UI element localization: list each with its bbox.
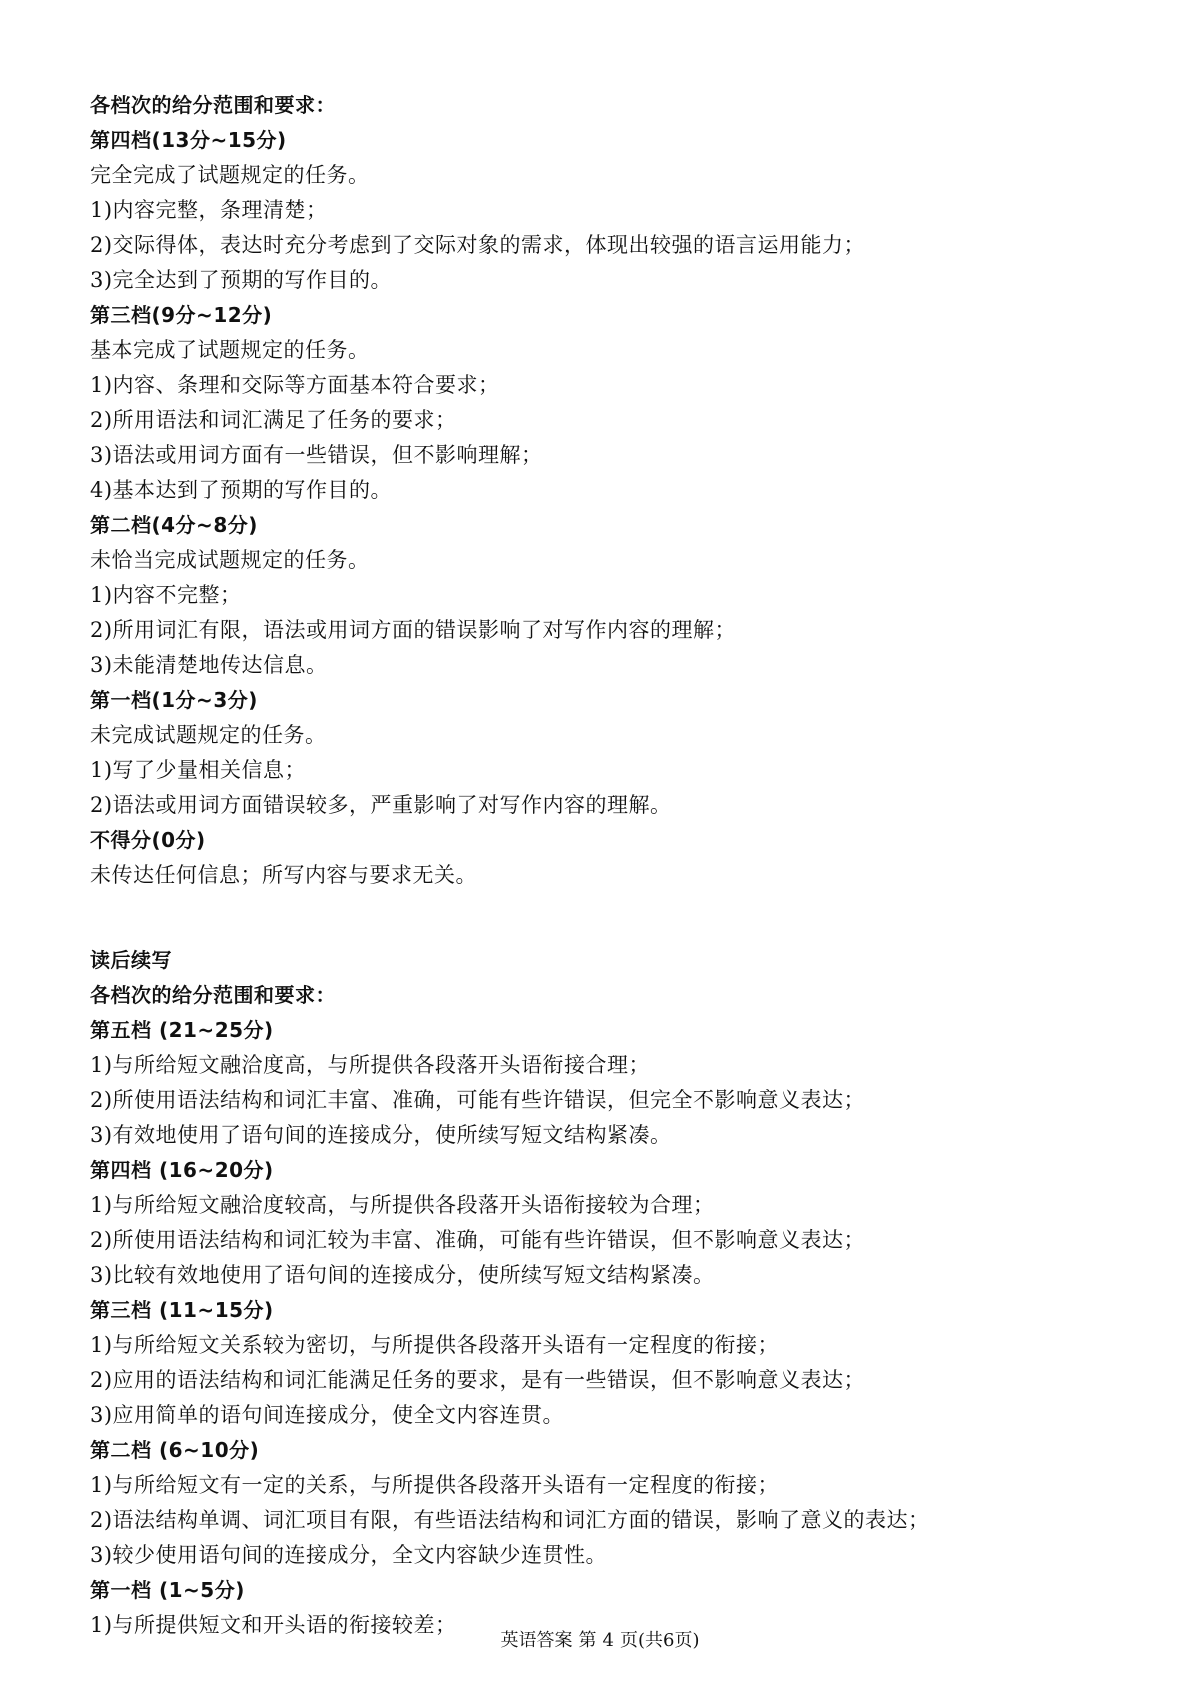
criteria-line: 3)有效地使用了语句间的连接成分，使所续写短文结构紧凑。: [90, 1123, 672, 1147]
criteria-line: 1)写了少量相关信息；: [90, 758, 307, 782]
criteria-line: 基本完成了试题规定的任务。: [90, 338, 370, 362]
criteria-line: 2)所使用语法结构和词汇较为丰富、准确，可能有些许错误，但不影响意义表达；: [90, 1228, 866, 1252]
criteria-line: 1)与所提供短文和开头语的衔接较差；: [90, 1613, 457, 1637]
level-heading: 第一档 (1~5分): [90, 1578, 245, 1602]
criteria-line: 未传达任何信息；所写内容与要求无关。: [90, 863, 477, 887]
level-heading: 第二档(4分~8分): [90, 513, 258, 537]
level-heading: 第四档 (16~20分): [90, 1158, 274, 1182]
level-block: [90, 298, 1120, 508]
section-gap: [90, 893, 1120, 943]
criteria-line: 1)内容不完整；: [90, 583, 242, 607]
footer-page-prefix: 第: [578, 1630, 597, 1651]
criteria-line: 3)语法或用词方面有一些错误，但不影响理解；: [90, 443, 543, 467]
section-subtitle: 各档次的给分范围和要求：: [90, 983, 336, 1007]
level-heading: 第四档(13分~15分): [90, 128, 287, 152]
section-title: 各档次的给分范围和要求：: [90, 93, 336, 117]
criteria-line: 3)完全达到了预期的写作目的。: [90, 268, 393, 292]
criteria-line: 3)较少使用语句间的连接成分，全文内容缺少连贯性。: [90, 1543, 608, 1567]
writing-section: [90, 88, 1120, 893]
criteria-line: 1)与所给短文融洽度较高，与所提供各段落开头语衔接较为合理；: [90, 1193, 715, 1217]
criteria-line: 未完成试题规定的任务。: [90, 723, 327, 747]
level-block: [90, 123, 1120, 298]
criteria-line: 3)应用简单的语句间连接成分，使全文内容连贯。: [90, 1403, 565, 1427]
level-block: [90, 1433, 1120, 1573]
page-footer: [0, 1628, 1200, 1654]
criteria-line: 未恰当完成试题规定的任务。: [90, 548, 370, 572]
criteria-line: 1)内容完整，条理清楚；: [90, 198, 328, 222]
criteria-line: 1)内容、条理和交际等方面基本符合要求；: [90, 373, 500, 397]
level-heading: 第三档 (11~15分): [90, 1298, 274, 1322]
level-heading: 第一档(1分~3分): [90, 688, 258, 712]
footer-page-number: 4: [602, 1630, 614, 1651]
criteria-line: 2)语法或用词方面错误较多，严重影响了对写作内容的理解。: [90, 793, 672, 817]
criteria-line: 1)与所给短文关系较为密切，与所提供各段落开头语有一定程度的衔接；: [90, 1333, 780, 1357]
level-block: [90, 823, 1120, 893]
criteria-line: 1)与所给短文有一定的关系，与所提供各段落开头语有一定程度的衔接；: [90, 1473, 780, 1497]
criteria-line: 2)所用语法和词汇满足了任务的要求；: [90, 408, 457, 432]
level-block: [90, 1153, 1120, 1293]
criteria-line: 1)与所给短文融洽度高，与所提供各段落开头语衔接合理；: [90, 1053, 651, 1077]
criteria-line: 2)交际得体，表达时充分考虑到了交际对象的需求，体现出较强的语言运用能力；: [90, 233, 866, 257]
level-heading: 第三档(9分~12分): [90, 303, 273, 327]
page-content: [90, 88, 1120, 1643]
level-heading: 不得分(0分): [90, 828, 206, 852]
criteria-line: 2)语法结构单调、词汇项目有限，有些语法结构和词汇方面的错误，影响了意义的表达；: [90, 1508, 930, 1532]
level-block: [90, 508, 1120, 683]
level-heading: 第二档 (6~10分): [90, 1438, 260, 1462]
footer-page-suffix: 页(共6页): [619, 1630, 700, 1651]
section-title: 读后续写: [90, 948, 172, 972]
criteria-line: 3)比较有效地使用了语句间的连接成分，使所续写短文结构紧凑。: [90, 1263, 715, 1287]
level-block: [90, 683, 1120, 823]
criteria-line: 4)基本达到了预期的写作目的。: [90, 478, 393, 502]
level-block: [90, 1013, 1120, 1153]
criteria-line: 2)所用词汇有限，语法或用词方面的错误影响了对写作内容的理解；: [90, 618, 737, 642]
footer-subject: 英语答案: [500, 1630, 573, 1651]
level-block: [90, 1293, 1120, 1433]
continuation-writing-section: [90, 943, 1120, 1643]
criteria-line: 3)未能清楚地传达信息。: [90, 653, 328, 677]
criteria-line: 2)所使用语法结构和词汇丰富、准确，可能有些许错误，但完全不影响意义表达；: [90, 1088, 866, 1112]
criteria-line: 完全完成了试题规定的任务。: [90, 163, 370, 187]
level-heading: 第五档 (21~25分): [90, 1018, 274, 1042]
criteria-line: 2)应用的语法结构和词汇能满足任务的要求，是有一些错误，但不影响意义表达；: [90, 1368, 866, 1392]
